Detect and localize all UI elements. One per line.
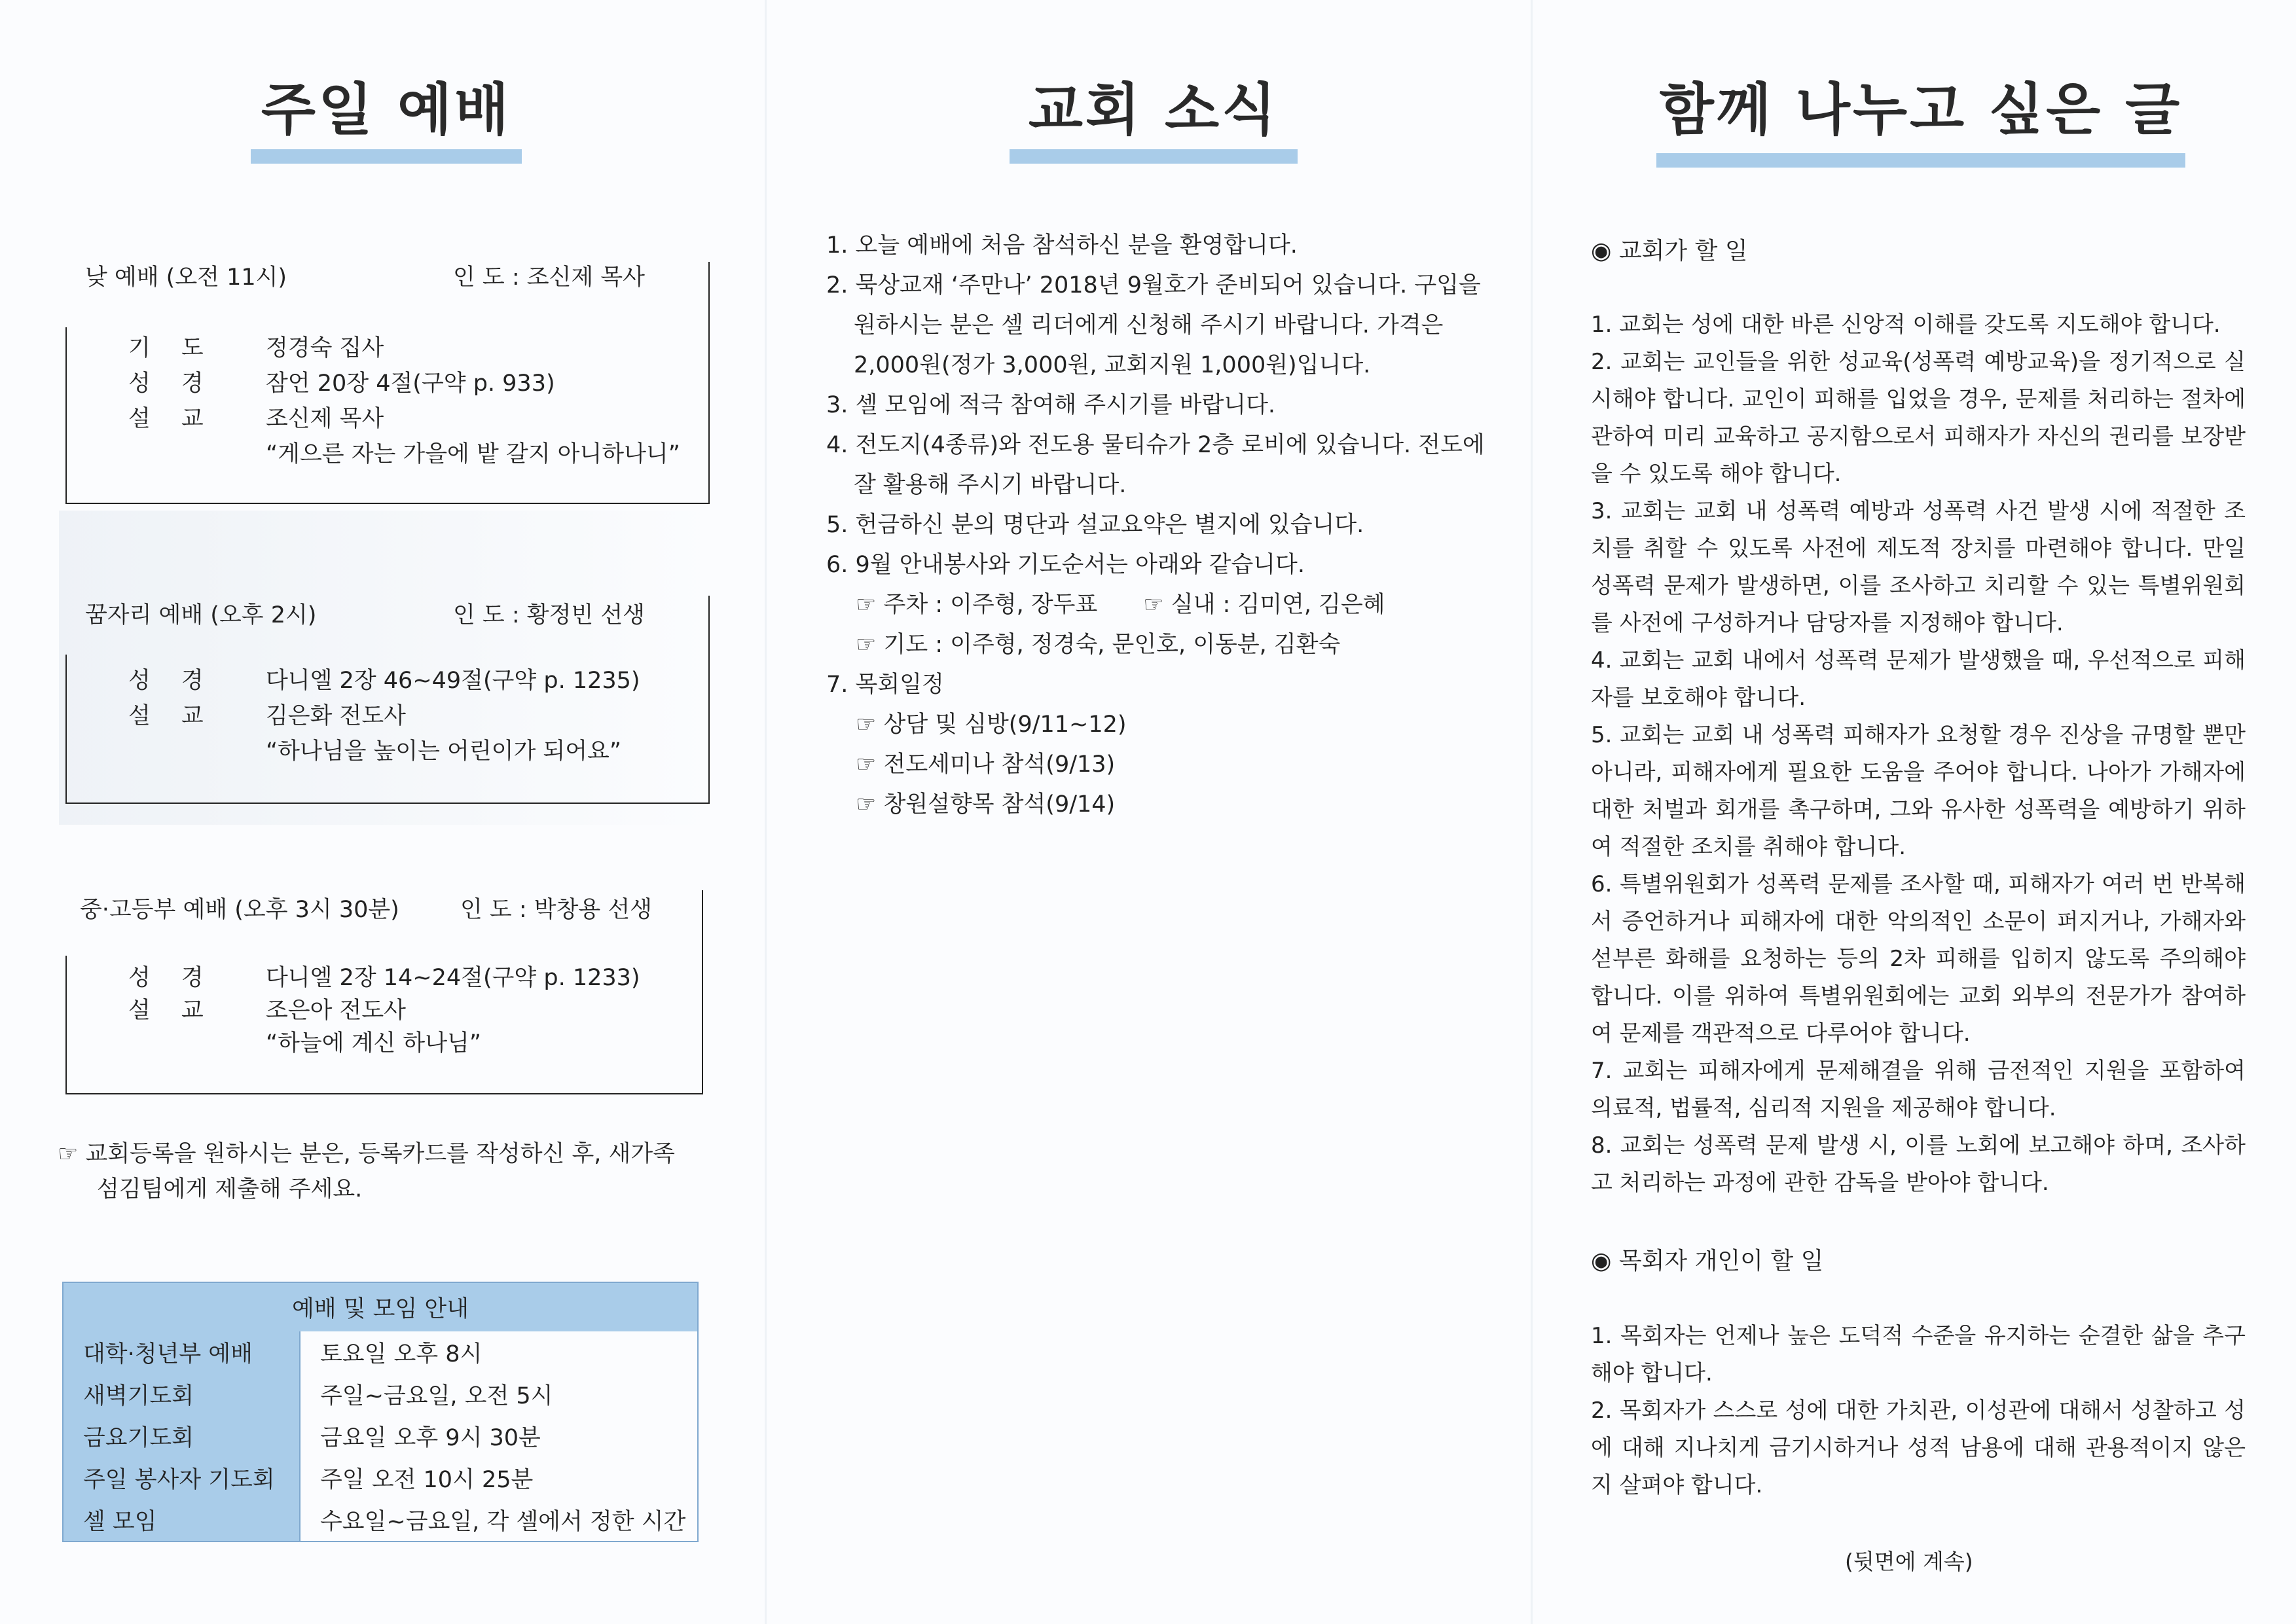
box-border-bottom <box>65 1093 703 1094</box>
row-value: 김은화 전도사 <box>266 703 406 729</box>
article-item: 8. 교회는 성폭력 문제 발생 시, 이를 노회에 보고해야 하며, 조사하고 처리하는 과정에 관한 감독을 받아야 합니다. <box>1591 1132 2246 1196</box>
row-label: 성 경 <box>128 965 215 991</box>
schedule-table <box>62 1282 699 1542</box>
heading-sunday-worship: 주일 예배 <box>261 77 512 143</box>
schedule-label: 주일 봉사자 기도회 <box>63 1457 300 1499</box>
news-subitem: ☞ 창원설향목 참석(9/14) <box>856 791 1116 818</box>
schedule-value: 주일~금요일, 오전 5시 <box>300 1373 698 1415</box>
row-label: 기 도 <box>128 335 215 361</box>
service-row <box>128 960 640 992</box>
box-border-right <box>702 890 703 1094</box>
row-value: 잠언 20장 4절(구약 p. 933) <box>266 370 555 397</box>
schedule-value: 토요일 오후 8시 <box>300 1331 698 1373</box>
service-name: 꿈자리 예배 (오후 2시) <box>85 602 317 628</box>
article-item: 3. 교회는 교회 내 성폭력 예방과 성폭력 사건 발생 시에 적절한 조치를 취할 수 있도록 사전에 제도적 장치를 마련해야 합니다. 만일 성폭력 문제가 발생하면, 이를 조사하고 치리할 수 있는 특별위원회를 사전에 구성하거나 담당자를 지정해야 합니다. <box>1591 498 2246 636</box>
article-item: 6. 특별위원회가 성폭력 문제를 조사할 때, 피해자가 여러 번 반복해서 증언하거나 피해자에 대한 악의적인 소문이 퍼지거나, 가해자와 섣부른 화해를 요청하는 등의 2차 피해를 입히지 않도록 주의해야 합니다. 이를 위하여 특별위원회에는 교회 외부의 전문가가 참여하여 문제를 객관적으로 다루어야 합니다. <box>1591 871 2246 1047</box>
table-row <box>63 1331 698 1373</box>
service-row <box>128 330 384 363</box>
heading-underline <box>251 149 522 164</box>
row-value: “하늘에 계신 하나님” <box>266 1030 481 1056</box>
heading-underline <box>1656 153 2185 168</box>
registration-note: ☞ 교회등록을 원하시는 분은, 등록카드를 작성하신 후, 새가족 <box>58 1141 675 1167</box>
news-subitem: ☞ 기도 : 이주형, 정경숙, 문인호, 이동분, 김환숙 <box>856 632 1341 658</box>
row-label: 설 교 <box>128 703 215 729</box>
news-item: 4. 전도지(4종류)와 전도용 물티슈가 2층 로비에 있습니다. 전도에 <box>826 432 1485 458</box>
box-border-left <box>65 327 67 504</box>
row-label: 성 경 <box>128 668 215 694</box>
box-border-right <box>708 262 710 504</box>
article-item: 7. 교회는 피해자에게 문제해결을 위해 금전적인 지원을 포함하여 의료적, 법률적, 심리적 지원을 제공해야 합니다. <box>1591 1058 2246 1121</box>
article-church-duties <box>1591 306 2246 1202</box>
article-pastor-duties <box>1591 1318 2246 1504</box>
article-item: 1. 목회자는 언제나 높은 도덕적 수준을 유지하는 순결한 삶을 추구해야 합니다. <box>1591 1323 2246 1386</box>
church-news-list <box>826 226 1494 825</box>
service-row <box>128 662 640 695</box>
schedule-label: 새벽기도회 <box>63 1373 300 1415</box>
section-title-church: ◉ 교회가 할 일 <box>1591 238 1748 264</box>
news-item: 6. 9월 안내봉사와 기도순서는 아래와 같습니다. <box>826 552 1305 578</box>
service-leader: 인 도 : 조신제 목사 <box>453 264 645 291</box>
news-subitem: ☞ 상담 및 심방(9/11~12) <box>856 712 1127 738</box>
news-item: 5. 헌금하신 분의 명단과 설교요약은 별지에 있습니다. <box>826 512 1364 538</box>
news-item-cont: 2,000원(정가 3,000원, 교회지원 1,000원)입니다. <box>854 352 1371 378</box>
box-border-bottom <box>65 503 710 504</box>
news-item-cont: 잘 활용해 주시기 바랍니다. <box>854 472 1127 498</box>
schedule-label: 셀 모임 <box>63 1499 300 1542</box>
news-item: 2. 묵상교재 ‘주만나’ 2018년 9월호가 준비되어 있습니다. 구입을 <box>826 272 1481 298</box>
service-row <box>128 401 384 433</box>
panel-fold <box>1531 0 1533 1624</box>
service-row <box>128 365 555 398</box>
panel-fold <box>765 0 767 1624</box>
news-item: 3. 셀 모임에 적극 참여해 주시기를 바랍니다. <box>826 392 1276 418</box>
news-subitem: ☞ 전도세미나 참석(9/13) <box>856 751 1116 778</box>
schedule-value: 수요일~금요일, 각 셀에서 정한 시간 <box>300 1499 698 1542</box>
row-value: 정경숙 집사 <box>266 335 384 361</box>
article-item: 4. 교회는 교회 내에서 성폭력 문제가 발생했을 때, 우선적으로 피해자를 보호해야 합니다. <box>1591 647 2246 711</box>
service-row <box>128 698 406 731</box>
row-label: 설 교 <box>128 406 215 432</box>
service-row <box>128 436 680 469</box>
table-row <box>63 1373 698 1415</box>
service-name: 낮 예배 (오전 11시) <box>85 264 287 291</box>
service-name: 중·고등부 예배 (오후 3시 30분) <box>80 897 399 923</box>
row-value: “게으른 자는 가을에 밭 갈지 아니하나니” <box>266 441 680 467</box>
article-item: 1. 교회는 성에 대한 바른 신앙적 이해를 갖도록 지도해야 합니다. <box>1591 312 2221 338</box>
service-leader: 인 도 : 박창용 선생 <box>460 897 652 923</box>
news-subitem <box>826 585 1494 625</box>
article-item: 5. 교회는 교회 내 성폭력 피해자가 요청할 경우 진상을 규명할 뿐만 아니라, 피해자에게 필요한 도움을 주어야 합니다. 나아가 가해자에 대한 처벌과 회개를 촉구하며, 그와 유사한 성폭력을 예방하기 위하여 적절한 조치를 취해야 합니다. <box>1591 722 2246 860</box>
article-item: 2. 목회자가 스스로 성에 대한 가치관, 이성관에 대해서 성찰하고 성에 대해 지나치게 금기시하거나 성적 남용에 대해 관용적이지 않은지 살펴야 합니다. <box>1591 1398 2246 1498</box>
row-value: 조신제 목사 <box>266 406 384 432</box>
service-row <box>128 1025 481 1058</box>
box-border-left <box>65 956 67 1094</box>
news-item: 7. 목회일정 <box>826 672 944 698</box>
registration-note-cont: 섬김팀에게 제출해 주세요. <box>97 1176 363 1202</box>
section-title-pastor: ◉ 목회자 개인이 할 일 <box>1591 1248 1824 1274</box>
box-border-right <box>708 596 710 804</box>
news-item-cont: 원하시는 분은 셀 리더에게 신청해 주시기 바랍니다. 가격은 <box>854 312 1444 338</box>
box-border-bottom <box>65 803 710 804</box>
table-row <box>63 1499 698 1542</box>
table-row <box>63 1457 698 1499</box>
schedule-value: 주일 오전 10시 25분 <box>300 1457 698 1499</box>
heading-church-news: 교회 소식 <box>1028 77 1279 143</box>
news-item: 1. 오늘 예배에 처음 참석하신 분을 환영합니다. <box>826 232 1298 259</box>
article-item: 2. 교회는 교인들을 위한 성교육(성폭력 예방교육)을 정기적으로 실시해야 합니다. 교인이 피해를 입었을 경우, 문제를 처리하는 절차에 관하여 미리 교육하고 공지함으로서 피해자가 자신의 권리를 보장받을 수 있도록 해야 합니다. <box>1591 349 2246 487</box>
row-value: 다니엘 2장 14~24절(구약 p. 1233) <box>266 965 640 991</box>
row-label: 성 경 <box>128 370 215 397</box>
service-leader: 인 도 : 황정빈 선생 <box>453 602 645 628</box>
news-subitem-text: ☞ 실내 : 김미연, 김은혜 <box>1143 592 1385 618</box>
continued-note: (뒷면에 계속) <box>1845 1549 1973 1574</box>
heading-sharing: 함께 나누고 싶은 글 <box>1659 77 2183 143</box>
schedule-label: 대학·청년부 예배 <box>63 1331 300 1373</box>
schedule-label: 금요기도회 <box>63 1415 300 1457</box>
row-value: 조은아 전도사 <box>266 998 406 1024</box>
row-value: “하나님을 높이는 어린이가 되어요” <box>266 738 621 765</box>
service-row <box>128 992 406 1025</box>
box-border-left <box>65 655 67 804</box>
news-subitem-text: ☞ 주차 : 이주형, 장두표 <box>856 592 1098 618</box>
service-row <box>128 733 621 766</box>
row-label: 설 교 <box>128 998 215 1024</box>
heading-underline <box>1010 149 1298 164</box>
table-row <box>63 1415 698 1457</box>
schedule-title: 예배 및 모임 안내 <box>63 1282 698 1331</box>
row-value: 다니엘 2장 46~49절(구약 p. 1235) <box>266 668 640 694</box>
schedule-value: 금요일 오후 9시 30분 <box>300 1415 698 1457</box>
